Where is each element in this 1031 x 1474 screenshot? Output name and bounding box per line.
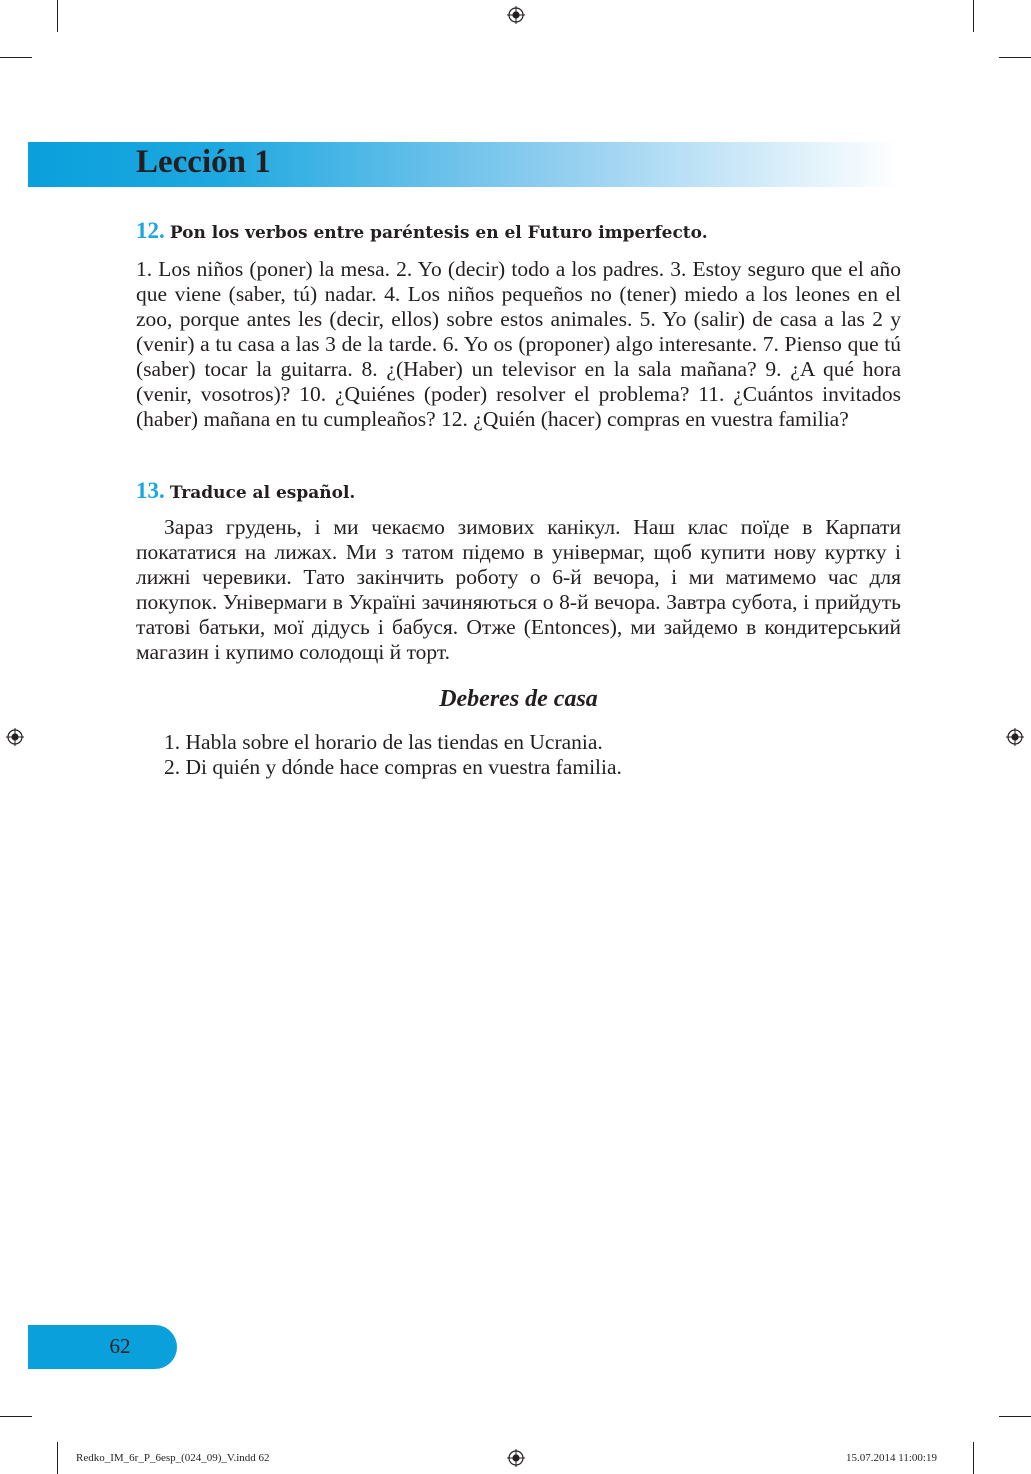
exercise-number: 12. bbox=[136, 218, 165, 243]
crop-mark bbox=[0, 1416, 32, 1417]
crop-mark bbox=[973, 0, 974, 32]
crop-mark bbox=[999, 1416, 1031, 1417]
exercise-12-heading bbox=[136, 218, 708, 244]
crop-mark bbox=[0, 57, 32, 58]
crop-mark bbox=[999, 57, 1031, 58]
exercise-number: 13. bbox=[136, 478, 165, 503]
page-number: 62 bbox=[109, 1334, 131, 1358]
crop-mark bbox=[57, 0, 58, 32]
exercise-13-text: Зараз грудень, і ми чекаємо зимових канікул. Наш клас поїде в Карпати покататися на лижах. Ми з татом підемо в універмаг, щоб купити нову куртку і лижні черевики. Тато закінчить роботу о 6-й вечора, і ми матимемо час для покупок. Універмаги в Україні зачиняються о 8-й вечора. Завтра субота, і прийдуть татові батьки, мої дідусь і бабуся. Отже (Entonces), ми зайдемо в кондитерський магазин і купимо солодощі й торт. bbox=[136, 515, 901, 664]
homework-item: 1. Habla sobre el horario de las tiendas en Ucrania. bbox=[164, 730, 603, 754]
crop-mark bbox=[57, 1442, 58, 1474]
homework-item: 2. Di quién y dónde hace compras en vuestra familia. bbox=[164, 755, 622, 779]
crop-mark bbox=[973, 1442, 974, 1474]
registration-mark-icon bbox=[507, 1449, 525, 1467]
exercise-instruction: Pon los verbos entre paréntesis en el Futuro imperfecto. bbox=[169, 223, 708, 243]
registration-mark-icon bbox=[507, 6, 525, 24]
registration-mark-icon bbox=[6, 728, 24, 746]
exercise-12-text: 1. Los niños (poner) la mesa. 2. Yo (decir) todo a los padres. 3. Estoy seguro que el año que viene (saber, tú) nadar. 4. Los niños pequeños no (tener) miedo a los leones en el zoo, porque antes les (decir, ellos) sobre estos animales. 5. Yo (salir) de casa a las 2 y (venir) a tu casa a las 3 de la tarde. 6. Yo os (proponer) algo interesante. 7. Pienso que tú (saber) tocar la guitarra. 8. ¿(Haber) un televisor en la sala mañana? 9. ¿A qué hora (venir, vosotros)? 10. ¿Quiénes (poder) resolver el problema? 11. ¿Cuántos invitados (haber) mañana en tu cumpleaños? 12. ¿Quién (hacer) compras en vuestra familia? bbox=[136, 257, 901, 431]
slug-timestamp: 15.07.2014 11:00:19 bbox=[846, 1452, 937, 1464]
slug-filename: Redko_IM_6r_P_6esp_(024_09)_V.indd 62 bbox=[76, 1452, 270, 1464]
exercise-13-heading bbox=[136, 478, 355, 504]
exercise-instruction: Traduce al español. bbox=[169, 483, 356, 503]
homework-list bbox=[164, 730, 622, 780]
homework-title: Deberes de casa bbox=[439, 686, 598, 712]
registration-mark-icon bbox=[1006, 728, 1024, 746]
lesson-title: Lección 1 bbox=[136, 144, 271, 180]
